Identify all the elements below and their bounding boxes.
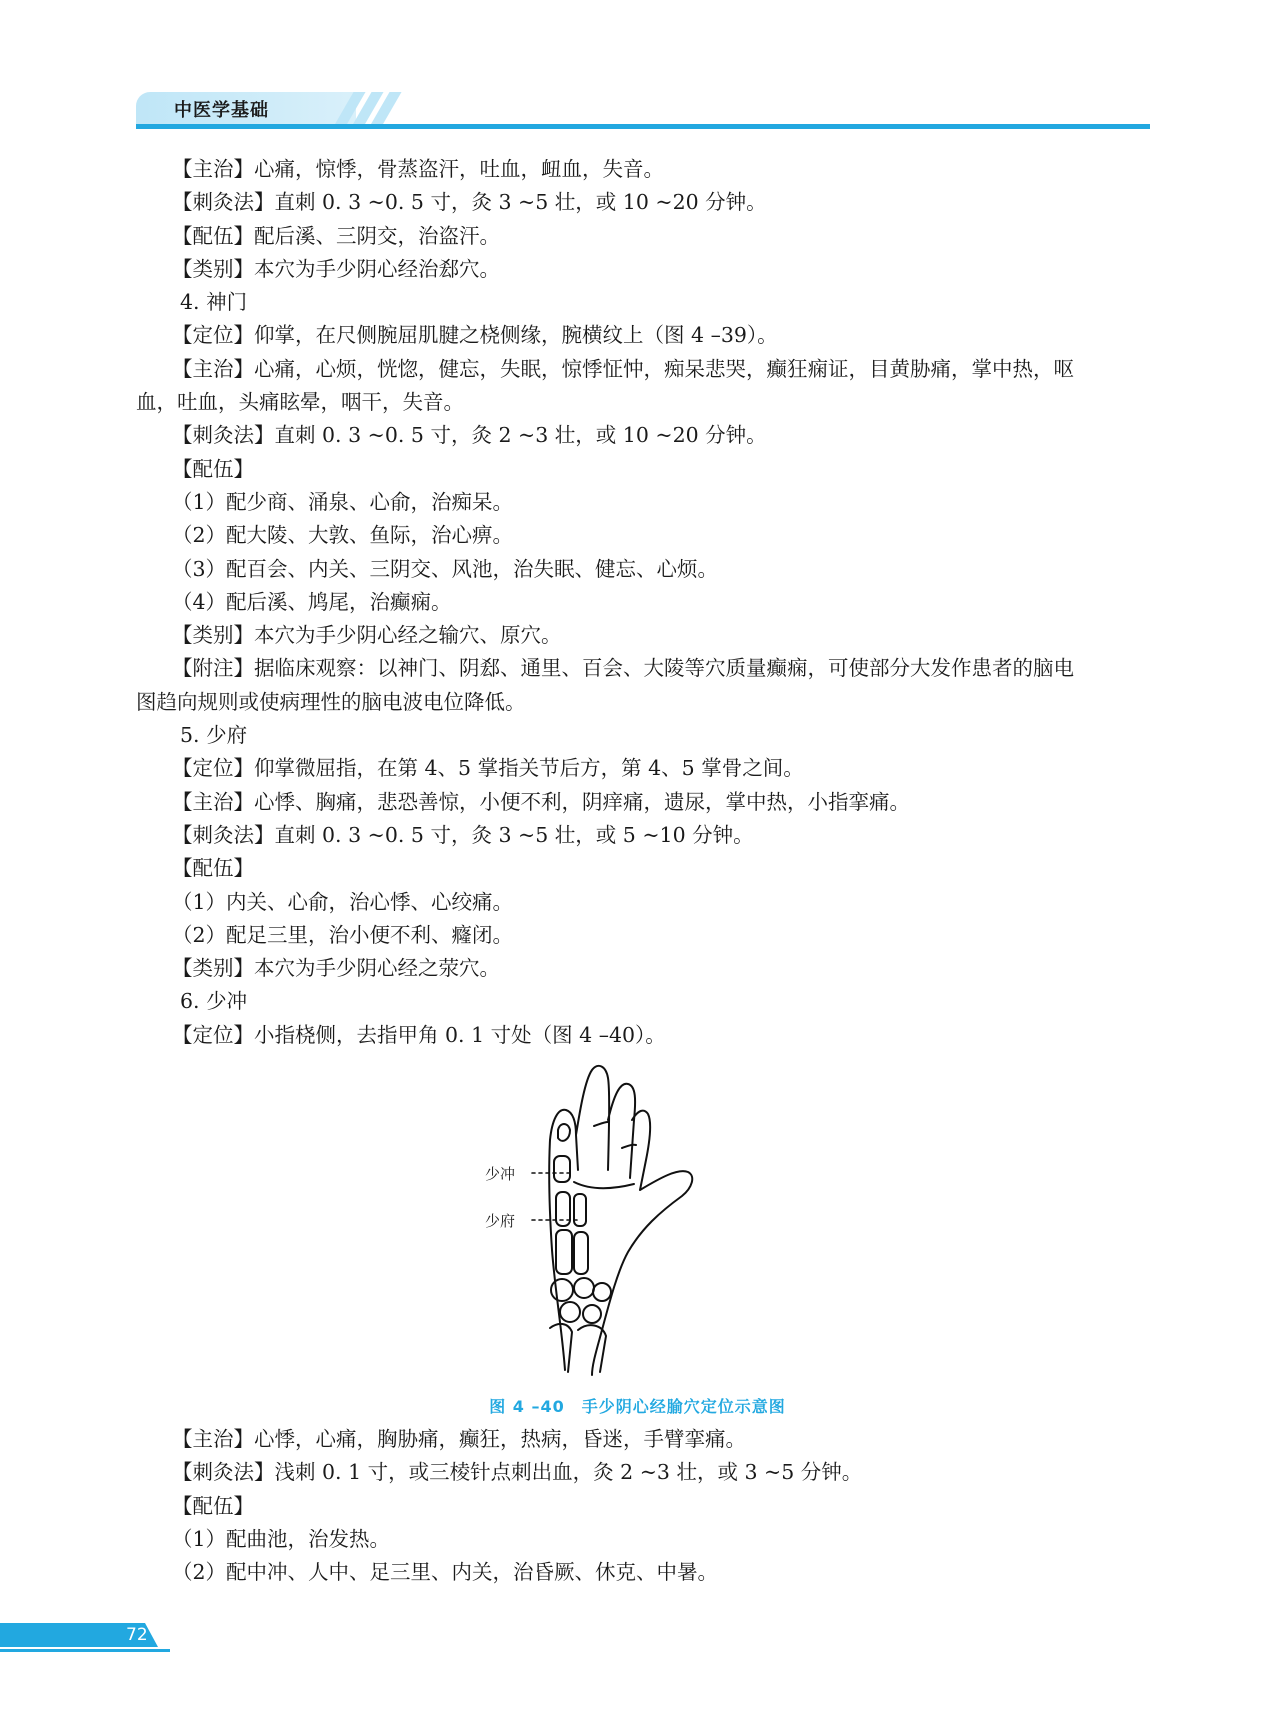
paragraph: 【刺灸法】直刺 0. 3 ~0. 5 寸，灸 3 ~5 壮，或 10 ~20 分钟。: [172, 190, 767, 215]
paragraph: 【主治】心痛，惊悸，骨蒸盗汗，吐血，衄血，失音。: [172, 157, 664, 181]
list-item: （1）配曲池，治发热。: [172, 1526, 391, 1551]
section-heading: 5. 少府: [180, 723, 248, 748]
running-header: [136, 92, 1150, 132]
list-item: （1）内关、心俞，治心悸、心绞痛。: [172, 889, 514, 914]
list-item: （4）配后溪、鸠尾，治癫痫。: [172, 589, 452, 614]
list-item: （3）配百会、内关、三阴交、风池，治失眠、健忘、心烦。: [172, 556, 719, 581]
hand-illustration: [510, 1060, 810, 1385]
list-item: （2）配大陵、大敦、鱼际，治心痹。: [172, 523, 514, 548]
book-title: 中医学基础: [174, 100, 269, 121]
paragraph: 【类别】本穴为手少阴心经之荥穴。: [172, 956, 500, 981]
paragraph: 【类别】本穴为手少阴心经之输穴、原穴。: [172, 623, 562, 648]
paragraph: 【刺灸法】直刺 0. 3 ~0. 5 寸，灸 3 ~5 壮，或 5 ~10 分钟。: [172, 822, 754, 847]
list-item: （1）配少商、涌泉、心俞，治痴呆。: [172, 489, 514, 514]
footer-rule: [0, 1649, 170, 1652]
paragraph: 【配伍】: [172, 856, 254, 881]
hand-figure: [485, 1060, 810, 1385]
section-heading: 6. 少冲: [180, 989, 248, 1014]
page-footer: [0, 1623, 170, 1653]
paragraph: 【配伍】: [172, 456, 254, 481]
paragraph-continuation: 图趋向规则或使病理性的脑电波电位降低。: [136, 689, 526, 714]
body-text-top: [136, 153, 1150, 1052]
paragraph: 【主治】心痛，心烦，恍惚，健忘，失眠，惊悸怔忡，痴呆悲哭，癫狂痫证，目黄胁痛，掌中热，呕: [172, 356, 1074, 381]
paragraph-continuation: 血，吐血，头痛眩晕，咽干，失音。: [136, 390, 464, 415]
paragraph: 【主治】心悸、胸痛，悲恐善惊，小便不利，阴痒痛，遗尿，掌中热，小指挛痛。: [172, 789, 910, 814]
header-rule: [136, 124, 1150, 129]
paragraph: 【定位】小指桡侧，去指甲角 0. 1 寸处（图 4 –40）。: [172, 1022, 666, 1047]
paragraph: 【配伍】: [172, 1493, 254, 1518]
body-text-bottom: [172, 1423, 1150, 1589]
label-shaochong: 少冲: [485, 1165, 516, 1183]
paragraph: 【定位】仰掌，在尺侧腕屈肌腱之桡侧缘，腕横纹上（图 4 –39）。: [172, 323, 778, 348]
figure-caption: 图 4 –40 手少阴心经腧穴定位示意图: [489, 1397, 786, 1416]
paragraph: 【刺灸法】浅刺 0. 1 寸，或三棱针点刺出血，灸 2 ~3 壮，或 3 ~5 分钟。: [172, 1460, 863, 1485]
section-heading: 4. 神门: [180, 290, 248, 315]
label-shaofu: 少府: [485, 1212, 516, 1230]
list-item: （2）配足三里，治小便不利、癃闭。: [172, 922, 514, 947]
paragraph: 【类别】本穴为手少阴心经治郄穴。: [172, 256, 500, 281]
paragraph: 【定位】仰掌微屈指，在第 4、5 掌指关节后方，第 4、5 掌骨之间。: [172, 756, 804, 781]
page-number: 72: [126, 1625, 148, 1645]
paragraph: 【配伍】配后溪、三阴交，治盗汗。: [172, 223, 500, 248]
paragraph: 【刺灸法】直刺 0. 3 ~0. 5 寸，灸 2 ~3 壮，或 10 ~20 分钟。: [172, 423, 767, 448]
list-item: （2）配中冲、人中、足三里、内关，治昏厥、休克、中暑。: [172, 1560, 719, 1585]
paragraph: 【附注】据临床观察：以神门、阴郄、通里、百会、大陵等穴质量癫痫，可使部分大发作患者的脑电: [172, 656, 1074, 681]
paragraph: 【主治】心悸，心痛，胸胁痛，癫狂，热病，昏迷，手臂挛痛。: [172, 1427, 746, 1451]
